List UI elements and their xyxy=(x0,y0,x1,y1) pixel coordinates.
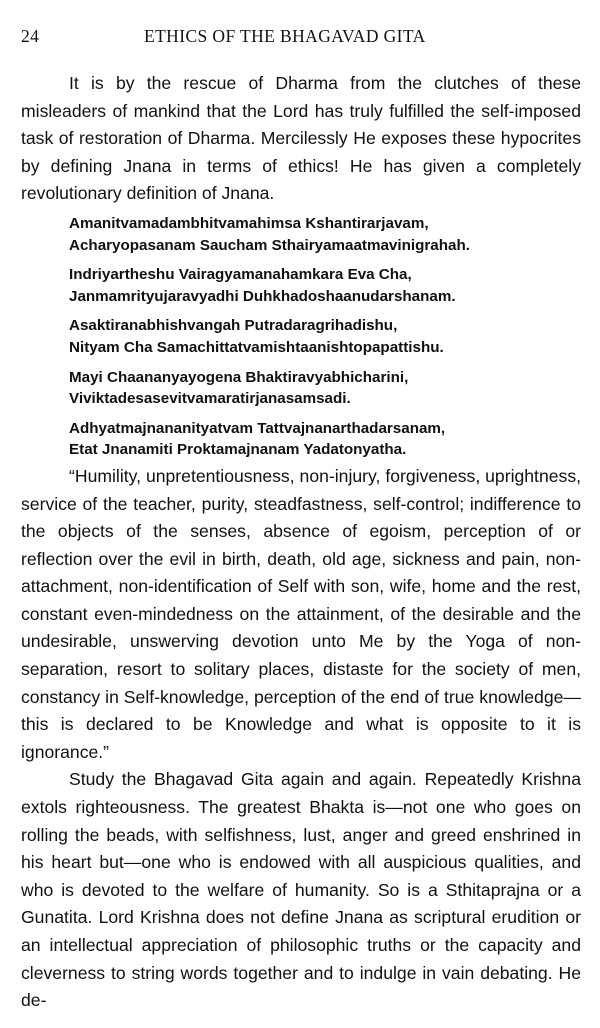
running-title: ETHICS OF THE BHAGAVAD GITA xyxy=(144,26,426,46)
verse-line: Asaktiranabhishvangah Putradaragrihadishu, xyxy=(69,317,398,335)
page-header xyxy=(0,26,600,48)
verse-line: Indriyartheshu Vairagyamanahamkara Eva Cha, xyxy=(69,266,412,284)
verse-line: Acharyopasanam Saucham Sthairyamaatmavinigrahah. xyxy=(69,236,470,254)
verse-stanza xyxy=(69,367,581,410)
page-body xyxy=(21,70,581,1015)
paragraph-study: Study the Bhagavad Gita again and again. Repeatedly Krishna extols righteousness. The greatest Bhakta is—not one who goes on rolling the beads, with selfishness, lust, anger and greed enshrined in his heart but—one who is endowed with all auspicious qualities, and who is devoted to the welfare of humanity. So is a Sthitaprajna or a Gunatita. Lord Krishna does not define Jnana as scriptural erudition or an intellectual appreciation of philosophic truths or the capacity and cleverness to string words together and to indulge in vain debating. He de- xyxy=(21,769,581,1011)
verse-line: Janmamrityujaravyadhi Duhkhadoshaanudarshanam. xyxy=(69,287,456,305)
verse-stanza xyxy=(69,213,581,256)
verse-line: Adhyatmajnananityatvam Tattvajnanarthadarsanam, xyxy=(69,419,446,437)
page-number: 24 xyxy=(21,26,40,46)
verse-line: Nityam Cha Samachittatvamishtaanishtopapattishu. xyxy=(69,338,444,356)
verse-line: Amanitvamadambhitvamahimsa Kshantirarjavam, xyxy=(69,214,429,232)
verse-stanza xyxy=(69,264,581,307)
verse-line: Mayi Chaananyayogena Bhaktiravyabhicharini, xyxy=(69,368,409,386)
verse-line: Viviktadesasevitvamaratirjanasamsadi. xyxy=(69,390,351,408)
verse-stanza xyxy=(69,418,581,461)
verse-line: Etat Jnanamiti Proktamajnanam Yadatonyatha. xyxy=(69,441,407,459)
paragraph-intro: It is by the rescue of Dharma from the clutches of these misleaders of mankind that the Lord has truly fulfilled the self-imposed task of restoration of Dharma. Mercilessly He exposes these hypocrites by defining Jnana in terms of ethics! He has given a completely revolutionary definition of Jnana. xyxy=(21,73,581,204)
verse-stanza xyxy=(69,315,581,358)
paragraph-translation: “Humility, unpretentiousness, non-injury, forgiveness, uprightness, service of the teacher, purity, steadfastness, self-control; indifference to the objects of the senses, absence of egoism, perception of or reflection over the evil in birth, death, old age, sickness and pain, non-attachment, non-identification of Self with son, wife, home and the rest, constant even-mindedness on the attainment, of the desirable and the undesirable, unswerving devotion unto Me by the Yoga of non-separation, resort to solitary places, distaste for the society of men, constancy in Self-knowledge, perception of the end of true knowledge—this is declared to be Knowledge and what is opposite to it is ignorance.” xyxy=(21,465,581,762)
